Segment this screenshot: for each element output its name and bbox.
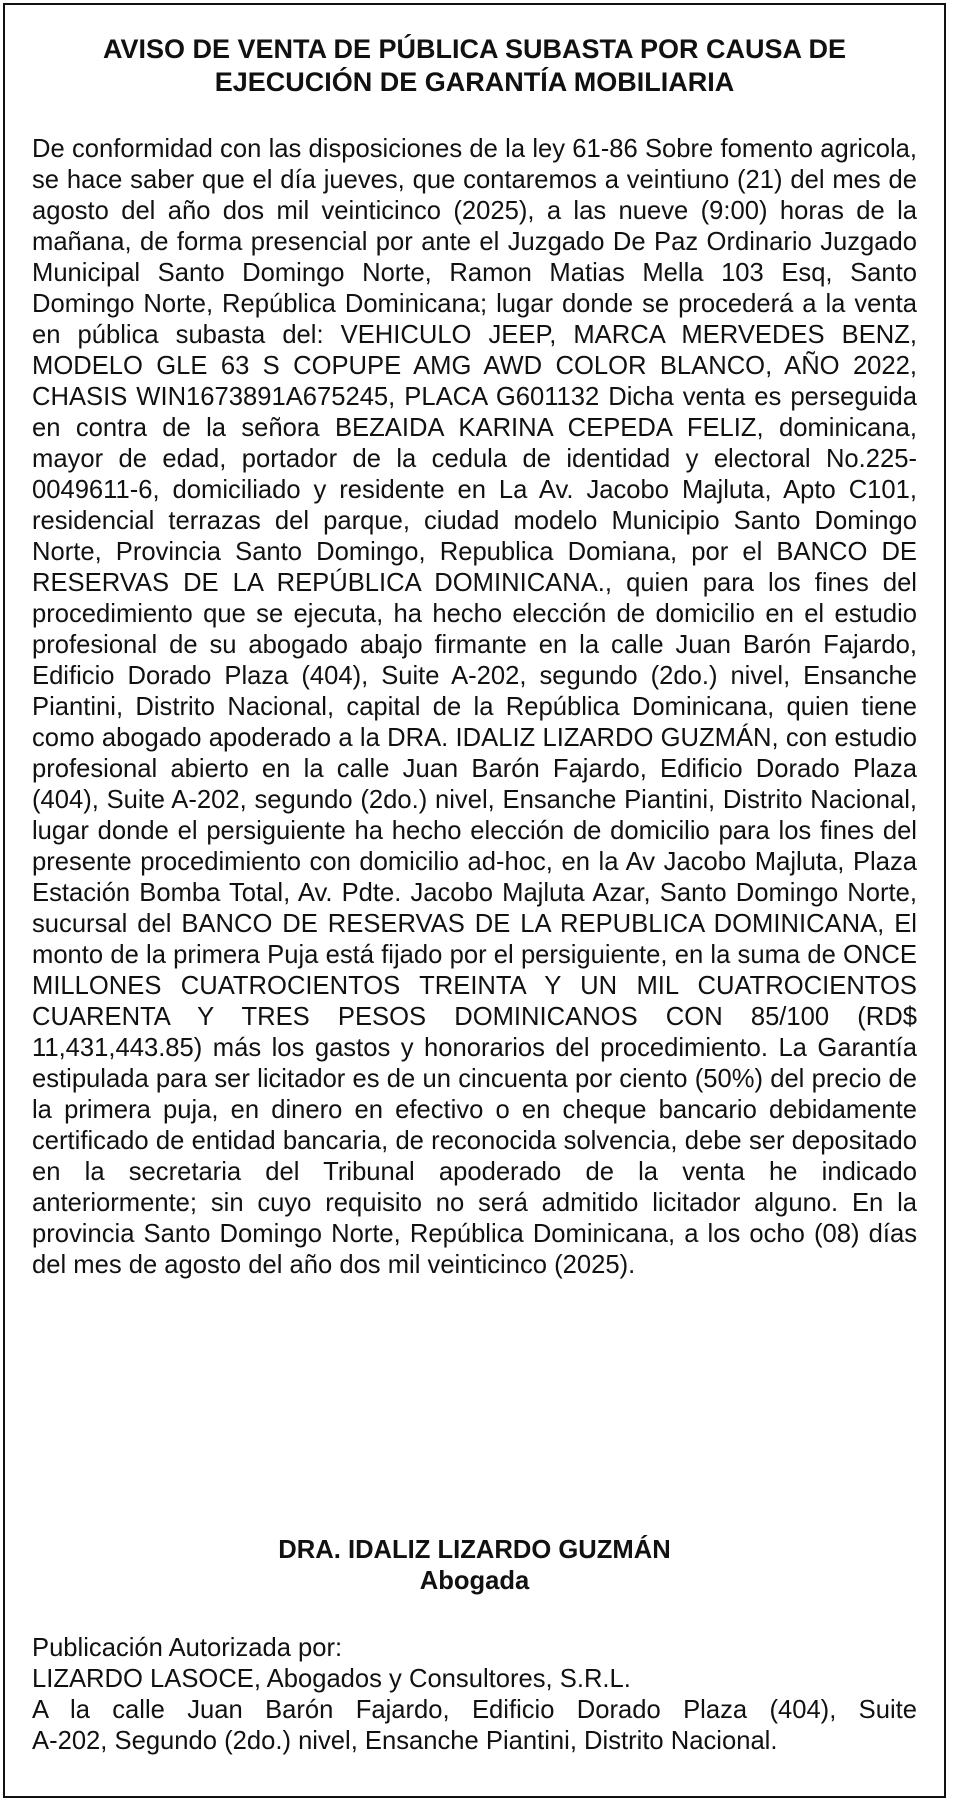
signature-name: DRA. IDALIZ LIZARDO GUZMÁN xyxy=(278,1536,671,1564)
notice-title xyxy=(35,33,914,99)
publication-address-line1: A la calle Juan Barón Fajardo, Edificio Dorado Plaza (404), Suite xyxy=(32,1696,917,1724)
publication-firm: LIZARDO LASOCE, Abogados y Consultores, S.R.L. xyxy=(32,1665,631,1693)
notice-title-line1: AVISO DE VENTA DE PÚBLICA SUBASTA POR CAUSA DE xyxy=(102,34,847,64)
notice-title-line2: EJECUCIÓN DE GARANTÍA MOBILIARIA xyxy=(214,67,735,97)
notice-body: De conformidad con las disposiciones de la ley 61-86 Sobre fomento agricola, se hace saber que el día jueves, que contaremos a veintiuno (21) del mes de agosto del año dos mil veinticinco (2025), a las nueve (9:00) horas de la mañana, de forma presencial por ante el Juzgado De Paz Ordinario Juzgado Municipal Santo Domingo Norte, Ramon Matias Mella 103 Esq, Santo Domingo Norte, República Dominicana; lugar donde se procederá a la venta en pública subasta del: VEHICULO JEEP, MARCA MERVEDES BENZ, MODELO GLE 63 S COPUPE AMG AWD COLOR BLANCO, AÑO 2022, CHASIS WIN1673891A675245, PLACA G601132 Dicha venta es perseguida en contra de la señora BEZAIDA KARINA CEPEDA FELIZ, dominicana, mayor de edad, portador de la cedula de identidad y electoral No.225-0049611-6, domiciliado y residente en La Av. Jacobo Majluta, Apto C101, residencial terrazas del parque, ciudad modelo Municipio Santo Domingo Norte, Provincia Santo Domingo, Republica Domiana, por el BANCO DE RESERVAS DE LA REPÚBLICA DOMINICANA., quien para los fines del procedimiento que se ejecuta, ha hecho elección de domicilio en el estudio profesional de su abogado abajo firmante en la calle Juan Barón Fajardo, Edificio Dorado Plaza (404), Suite A-202, segundo (2do.) nivel, Ensanche Piantini, Distrito Nacional, capital de la República Dominicana, quien tiene como abogado apoderado a la DRA. IDALIZ LIZARDO GUZMÁN, con estudio profesional abierto en la calle Juan Barón Fajardo, Edificio Dorado Plaza (404), Suite A-202, segundo (2do.) nivel, Ensanche Piantini, Distrito Nacional, lugar donde el persiguiente ha hecho elección de domicilio para los fines del presente procedimiento con domicilio ad-hoc, en la Av Jacobo Majluta, Plaza Estación Bomba Total, Av. Pdte. Jacobo Majluta Azar, Santo Domingo Norte, sucursal del BANCO DE RESERVAS DE LA REPUBLICA DOMINICANA, El monto de la primera Puja está fijado por el persiguiente, en la suma de ONCE MILLONES CUATROCIENTOS TREINTA Y UN MIL CUATROCIENTOS CUARENTA Y TRES PESOS DOMINICANOS CON 85/100 (RD$ 11,431,443.85) más los gastos y honorarios del procedimiento. La Garantía estipulada para ser licitador es de un cincuenta por ciento (50%) del precio de la primera puja, en dinero en efectivo o en cheque bancario debidamente certificado de entidad bancaria, de reconocida solvencia, debe ser depositado en la secretaria del Tribunal apoderado de la venta he indicado anteriormente; sin cuyo requisito no será admitido licitador alguno. En la provincia Santo Domingo Norte, República Dominicana, a los ocho (08) días del mes de agosto del año dos mil veinticinco (2025). xyxy=(32,135,917,1279)
publication-address-line2: A-202, Segundo (2do.) nivel, Ensanche Piantini, Distrito Nacional. xyxy=(32,1727,778,1755)
publication-label: Publicación Autorizada por: xyxy=(32,1634,343,1662)
publication-credit xyxy=(32,1633,917,1757)
legal-notice xyxy=(3,3,946,1798)
signature-role: Abogada xyxy=(419,1567,530,1595)
signature-block xyxy=(35,1535,914,1597)
